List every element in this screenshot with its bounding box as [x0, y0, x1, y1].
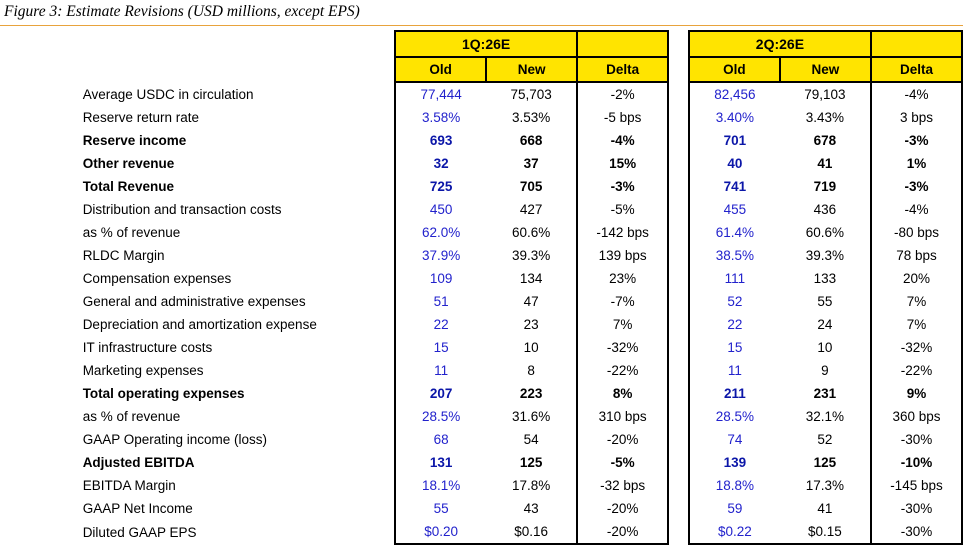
row-label: RLDC Margin: [82, 248, 165, 263]
table-row: [2, 382, 962, 405]
subheader-q2-new: New: [780, 57, 871, 82]
row-gap: [668, 290, 689, 313]
cell-q2-old: 139: [689, 451, 780, 474]
row-left-pad: [2, 336, 83, 359]
cell-q1-new: 75,703: [510, 87, 552, 102]
cell-q1-new: 37: [523, 156, 539, 171]
cell-q1-delta: -32%: [577, 336, 668, 359]
row-label: as % of revenue: [82, 225, 181, 240]
cell-q2-old: 3.40%: [689, 106, 780, 129]
cell-q1-old: 68: [395, 428, 486, 451]
subheader-q1-delta: Delta: [577, 57, 668, 82]
table-row: [2, 106, 962, 129]
cell-q1-delta: -32 bps: [577, 474, 668, 497]
cell-q1-delta: -5%: [577, 451, 668, 474]
cell-q1-delta: -3%: [577, 175, 668, 198]
cell-q1-delta: -2%: [577, 82, 668, 106]
header-gap: [668, 31, 689, 57]
subheader-spacer-name: [83, 57, 395, 82]
cell-q2-old: 28.5%: [689, 405, 780, 428]
row-label: Reserve income: [82, 133, 187, 148]
row-left-pad: [2, 405, 83, 428]
cell-q2-new: 3.43%: [805, 110, 845, 125]
subheader-q2-delta: Delta: [871, 57, 962, 82]
cell-q1-delta: 15%: [577, 152, 668, 175]
row-left-pad: [2, 267, 83, 290]
cell-q1-old: 51: [395, 290, 486, 313]
subheader-q1-old: Old: [395, 57, 486, 82]
cell-q1-new: 10: [523, 340, 539, 355]
cell-q2-new: 41: [817, 156, 833, 171]
cell-q2-new: 133: [813, 271, 837, 286]
table-row: [2, 359, 962, 382]
table-body: [2, 82, 962, 544]
cell-q1-new: 60.6%: [512, 225, 551, 240]
cell-q1-delta: 8%: [577, 382, 668, 405]
cell-q1-delta: 23%: [577, 267, 668, 290]
row-label: Other revenue: [82, 156, 175, 171]
cell-q1-new: 17.8%: [512, 478, 551, 493]
row-left-pad: [2, 497, 83, 520]
estimate-revisions-table-wrapper: [0, 30, 963, 545]
subheader-spacer-label: [2, 57, 83, 82]
estimate-revisions-table: [2, 30, 963, 545]
row-label: GAAP Net Income: [82, 501, 193, 516]
cell-q2-delta: 7%: [871, 313, 962, 336]
subheader-q1-new: New: [486, 57, 577, 82]
row-left-pad: [2, 175, 83, 198]
row-gap: [668, 152, 689, 175]
cell-q2-delta: -22%: [871, 359, 962, 382]
cell-q2-old: 15: [689, 336, 780, 359]
cell-q1-old: 22: [395, 313, 486, 336]
cell-q2-new: 60.6%: [805, 225, 845, 240]
cell-q2-new: 10: [817, 340, 833, 355]
table-row: [2, 520, 962, 544]
row-label: Total Revenue: [82, 179, 174, 194]
row-left-pad: [2, 451, 83, 474]
cell-q1-old: 15: [395, 336, 486, 359]
row-left-pad: [2, 428, 83, 451]
cell-q2-new: 125: [813, 455, 837, 470]
cell-q2-old: 11: [689, 359, 780, 382]
row-left-pad: [2, 474, 83, 497]
table-row: [2, 405, 962, 428]
row-label: Adjusted EBITDA: [82, 455, 195, 470]
header-period-q2-delta-blank: [871, 31, 962, 57]
header-period-row: [2, 31, 962, 57]
cell-q1-new: 427: [519, 202, 543, 217]
table-row: [2, 336, 962, 359]
cell-q1-old: 450: [395, 198, 486, 221]
cell-q1-new: 3.53%: [512, 110, 551, 125]
row-gap: [668, 82, 689, 106]
header-spacer-label: [2, 31, 83, 57]
cell-q2-new: 41: [817, 501, 833, 516]
table-row: [2, 267, 962, 290]
cell-q2-old: 701: [689, 129, 780, 152]
cell-q2-new: 436: [813, 202, 837, 217]
cell-q2-new: 39.3%: [805, 248, 845, 263]
cell-q1-old: 28.5%: [395, 405, 486, 428]
cell-q2-old: 82,456: [689, 82, 780, 106]
table-row: [2, 198, 962, 221]
cell-q2-new: 9: [821, 363, 829, 378]
subheader-gap: [668, 57, 689, 82]
cell-q1-old: 131: [395, 451, 486, 474]
table-row: [2, 244, 962, 267]
table-row: [2, 82, 962, 106]
row-gap: [668, 497, 689, 520]
cell-q2-old: 22: [689, 313, 780, 336]
table-row: [2, 313, 962, 336]
cell-q2-new: 52: [817, 432, 833, 447]
cell-q1-new: 8: [527, 363, 535, 378]
row-label: IT infrastructure costs: [82, 340, 213, 355]
cell-q2-new: 32.1%: [805, 409, 845, 424]
cell-q1-old: 725: [395, 175, 486, 198]
cell-q1-delta: -5%: [577, 198, 668, 221]
cell-q1-old: 11: [395, 359, 486, 382]
table-row: [2, 175, 962, 198]
row-gap: [668, 198, 689, 221]
cell-q2-delta: -4%: [871, 198, 962, 221]
header-sub-row: [2, 57, 962, 82]
cell-q1-delta: 310 bps: [577, 405, 668, 428]
cell-q1-old: 18.1%: [395, 474, 486, 497]
cell-q1-new: 43: [523, 501, 539, 516]
cell-q2-delta: -30%: [871, 497, 962, 520]
table-row: [2, 129, 962, 152]
row-gap: [668, 221, 689, 244]
cell-q2-old: 741: [689, 175, 780, 198]
cell-q1-delta: -142 bps: [577, 221, 668, 244]
cell-q2-new: 79,103: [804, 87, 846, 102]
cell-q1-new: 134: [519, 271, 543, 286]
cell-q2-new: 719: [813, 179, 837, 194]
cell-q2-old: 111: [689, 267, 780, 290]
row-gap: [668, 313, 689, 336]
cell-q2-old: 74: [689, 428, 780, 451]
row-left-pad: [2, 152, 83, 175]
cell-q2-delta: -30%: [871, 520, 962, 544]
row-label: Marketing expenses: [82, 363, 204, 378]
row-gap: [668, 129, 689, 152]
cell-q1-new: 223: [519, 386, 543, 401]
row-left-pad: [2, 382, 83, 405]
row-gap: [668, 520, 689, 544]
row-left-pad: [2, 198, 83, 221]
row-gap: [668, 405, 689, 428]
cell-q2-delta: 3 bps: [871, 106, 962, 129]
cell-q2-delta: -32%: [871, 336, 962, 359]
cell-q2-delta: 7%: [871, 290, 962, 313]
cell-q2-old: 38.5%: [689, 244, 780, 267]
cell-q1-new: 23: [523, 317, 539, 332]
header-period-q1-delta-blank: [577, 31, 668, 57]
cell-q1-old: 62.0%: [395, 221, 486, 244]
row-gap: [668, 451, 689, 474]
row-label: Reserve return rate: [82, 110, 199, 125]
row-label: Compensation expenses: [82, 271, 232, 286]
row-gap: [668, 175, 689, 198]
figure-caption: Figure 3: Estimate Revisions (USD millions, except EPS): [0, 0, 963, 26]
cell-q1-new: 39.3%: [512, 248, 551, 263]
cell-q1-new: 31.6%: [512, 409, 551, 424]
cell-q2-delta: 1%: [871, 152, 962, 175]
row-gap: [668, 428, 689, 451]
table-row: [2, 290, 962, 313]
cell-q2-delta: -4%: [871, 82, 962, 106]
row-left-pad: [2, 106, 83, 129]
cell-q1-new: 47: [523, 294, 539, 309]
cell-q2-delta: -30%: [871, 428, 962, 451]
cell-q1-delta: -20%: [577, 428, 668, 451]
cell-q2-old: 59: [689, 497, 780, 520]
row-left-pad: [2, 313, 83, 336]
row-left-pad: [2, 520, 83, 544]
cell-q2-new: 24: [817, 317, 833, 332]
row-gap: [668, 336, 689, 359]
cell-q1-delta: -7%: [577, 290, 668, 313]
cell-q2-delta: 360 bps: [871, 405, 962, 428]
cell-q2-delta: 9%: [871, 382, 962, 405]
header-period-q1: 1Q:26E: [395, 31, 577, 57]
cell-q2-delta: -10%: [871, 451, 962, 474]
row-label: General and administrative expenses: [82, 294, 306, 309]
cell-q1-old: $0.20: [395, 520, 486, 544]
cell-q1-old: 693: [395, 129, 486, 152]
row-label: EBITDA Margin: [82, 478, 176, 493]
row-gap: [668, 267, 689, 290]
cell-q1-delta: 7%: [577, 313, 668, 336]
row-label: Average USDC in circulation: [82, 86, 254, 102]
table-row: [2, 451, 962, 474]
cell-q1-delta: -4%: [577, 129, 668, 152]
cell-q2-new: $0.15: [780, 520, 871, 544]
cell-q1-delta: 139 bps: [577, 244, 668, 267]
cell-q1-old: 207: [395, 382, 486, 405]
cell-q1-old: 32: [395, 152, 486, 175]
row-gap: [668, 359, 689, 382]
header-spacer-name: [83, 31, 395, 57]
subheader-q2-old: Old: [689, 57, 780, 82]
row-left-pad: [2, 290, 83, 313]
row-left-pad: [2, 129, 83, 152]
cell-q1-new: 705: [519, 179, 543, 194]
row-gap: [668, 244, 689, 267]
cell-q1-delta: -20%: [577, 497, 668, 520]
cell-q2-old: 40: [689, 152, 780, 175]
header-period-q2: 2Q:26E: [689, 31, 871, 57]
table-row: [2, 474, 962, 497]
cell-q1-delta: -5 bps: [577, 106, 668, 129]
table-row: [2, 221, 962, 244]
cell-q2-new: 231: [813, 386, 837, 401]
cell-q2-new: 17.3%: [805, 478, 845, 493]
row-label: GAAP Operating income (loss): [82, 432, 268, 447]
table-row: [2, 428, 962, 451]
cell-q2-old: 52: [689, 290, 780, 313]
cell-q1-new: $0.16: [486, 520, 577, 544]
row-left-pad: [2, 359, 83, 382]
row-gap: [668, 474, 689, 497]
row-left-pad: [2, 221, 83, 244]
row-left-pad: [2, 244, 83, 267]
cell-q1-old: 109: [395, 267, 486, 290]
row-label: Total operating expenses: [82, 386, 245, 401]
row-label: Distribution and transaction costs: [82, 202, 282, 217]
row-left-pad: [2, 82, 83, 106]
cell-q2-old: 455: [689, 198, 780, 221]
row-label: Diluted GAAP EPS: [82, 524, 197, 540]
cell-q2-old: 18.8%: [689, 474, 780, 497]
cell-q1-old: 55: [395, 497, 486, 520]
cell-q1-new: 125: [519, 455, 543, 470]
cell-q1-old: 3.58%: [395, 106, 486, 129]
cell-q2-old: $0.22: [689, 520, 780, 544]
row-gap: [668, 106, 689, 129]
cell-q2-new: 55: [817, 294, 833, 309]
cell-q2-new: 678: [813, 133, 837, 148]
cell-q1-delta: -20%: [577, 520, 668, 544]
table-header: [2, 31, 962, 82]
cell-q2-delta: -80 bps: [871, 221, 962, 244]
cell-q2-delta: -3%: [871, 175, 962, 198]
row-label: as % of revenue: [82, 409, 181, 424]
cell-q1-new: 54: [523, 432, 539, 447]
row-gap: [668, 382, 689, 405]
cell-q2-delta: 78 bps: [871, 244, 962, 267]
cell-q2-old: 211: [689, 382, 780, 405]
cell-q1-delta: -22%: [577, 359, 668, 382]
table-row: [2, 152, 962, 175]
table-row: [2, 497, 962, 520]
cell-q2-delta: -3%: [871, 129, 962, 152]
cell-q2-old: 61.4%: [689, 221, 780, 244]
cell-q2-delta: 20%: [871, 267, 962, 290]
cell-q1-old: 37.9%: [395, 244, 486, 267]
row-label: Depreciation and amortization expense: [82, 317, 317, 332]
cell-q1-old: 77,444: [395, 82, 486, 106]
cell-q2-delta: -145 bps: [871, 474, 962, 497]
cell-q1-new: 668: [519, 133, 543, 148]
